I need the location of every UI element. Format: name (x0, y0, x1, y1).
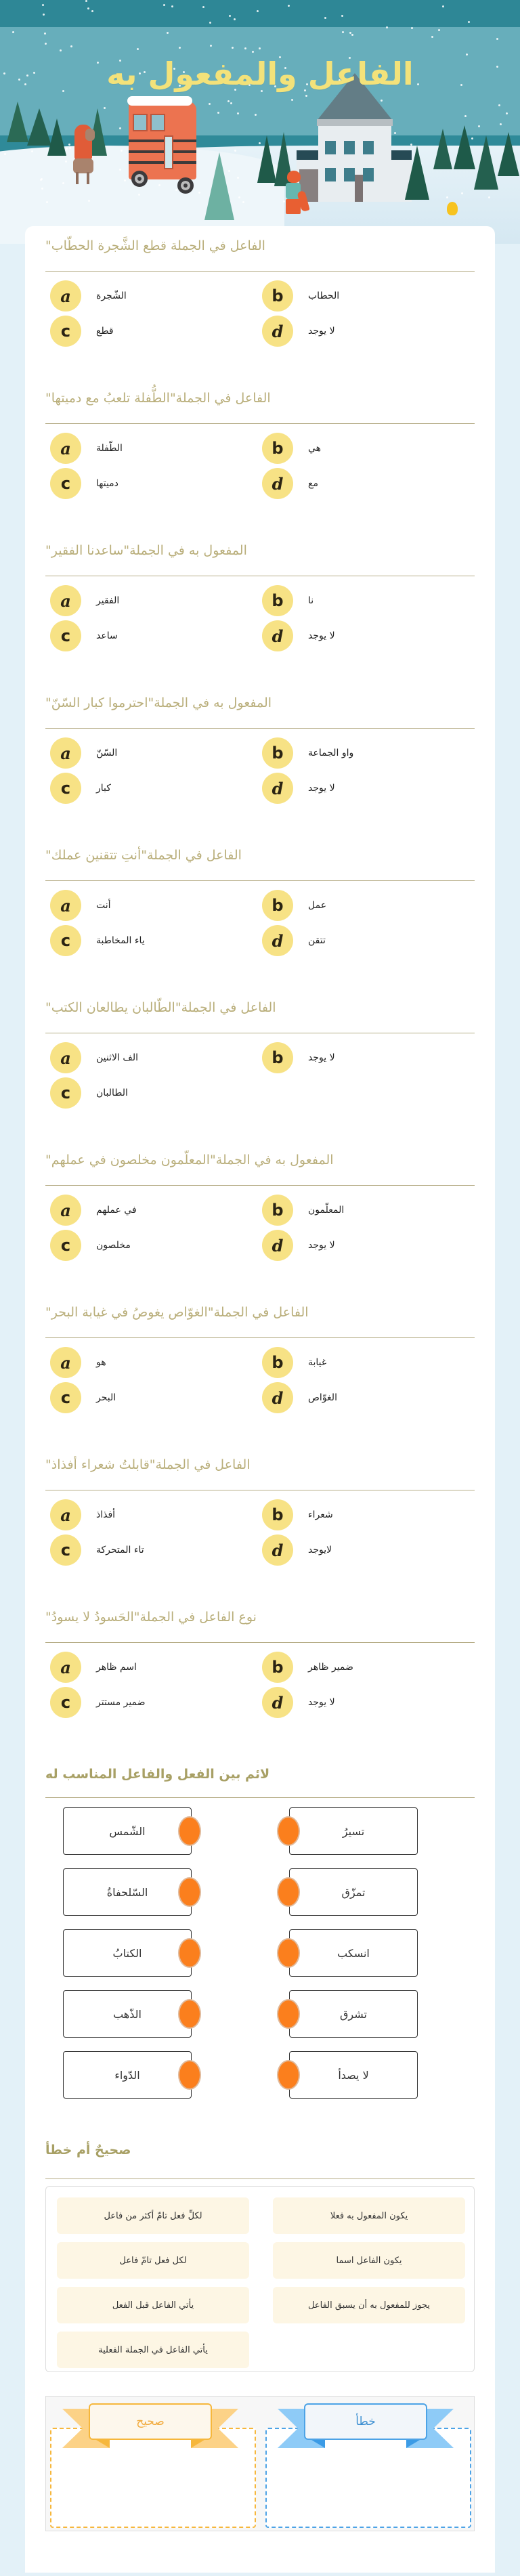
match-subject-box[interactable]: السّلحفاةُ (63, 1868, 192, 1916)
true-false-statement[interactable]: يجوز للمفعول به أن يسبق الفاعل (273, 2287, 465, 2323)
answer-option-b[interactable] (262, 280, 339, 312)
snowflake-icon (255, 114, 257, 116)
option-label: مع (308, 478, 318, 489)
option-letter-badge: c (50, 1077, 81, 1109)
snowflake-icon (42, 4, 44, 6)
answer-option-b[interactable] (262, 737, 353, 769)
true-false-statement[interactable]: يكون المفعول به فعلا (273, 2197, 465, 2234)
snowflake-icon (88, 200, 90, 202)
tree-icon (433, 129, 452, 169)
divider (45, 1185, 475, 1186)
question-block (25, 1597, 495, 1746)
option-letter-badge: b (262, 1499, 293, 1530)
tree-icon (454, 125, 475, 169)
question-title: الفاعل في الجملة قطع الشَّجرة الحطّاب" (45, 238, 265, 253)
option-letter-badge: c (50, 773, 81, 804)
option-label: لا يوجد (308, 1240, 335, 1251)
option-letter-badge: b (262, 585, 293, 616)
match-verb-box[interactable]: لا يصدأ (289, 2051, 418, 2099)
snowflake-icon (351, 34, 353, 36)
question-block (25, 379, 495, 528)
option-label: كبار (96, 783, 111, 794)
top-band (0, 0, 520, 27)
option-letter-badge: c (50, 1230, 81, 1261)
option-label: السّنّ (96, 748, 118, 758)
answer-option-c[interactable] (50, 773, 111, 804)
match-connector-dot[interactable] (178, 1938, 201, 1968)
question-title: الفاعل في الجملة"أنتِ تتقنين عملك" (45, 848, 242, 863)
option-label: ضمير ظاهر (308, 1662, 353, 1673)
answer-option-b[interactable] (262, 1652, 353, 1683)
snowflake-icon (324, 17, 326, 19)
answer-option-b[interactable] (262, 1195, 344, 1226)
tree-icon (257, 135, 276, 183)
snowflake-icon (257, 10, 259, 12)
snowflake-icon (411, 27, 413, 29)
option-label: قطع (96, 326, 114, 337)
match-verb-box[interactable]: تشرق (289, 1990, 418, 2038)
snowflake-icon (44, 33, 46, 35)
option-label: الشّجرة (96, 291, 127, 301)
content-card (25, 226, 495, 2573)
snowflake-icon (198, 192, 200, 194)
snowflake-icon (167, 32, 169, 34)
answer-option-c[interactable] (50, 468, 118, 499)
option-letter-badge: a (50, 1347, 81, 1378)
answer-option-c[interactable] (50, 1077, 128, 1109)
option-letter-badge: d (262, 773, 293, 804)
snowflake-icon (230, 102, 232, 104)
question-block (25, 683, 495, 832)
true-false-statement[interactable]: يأتي الفاعل في الجملة الفعلية (57, 2332, 249, 2368)
answer-option-d[interactable] (262, 1382, 337, 1413)
snowflake-icon (65, 160, 67, 163)
option-letter-badge: d (262, 316, 293, 347)
option-letter-badge: b (262, 890, 293, 921)
option-label: المعلّمون (308, 1205, 345, 1216)
question-title: المفعول به في الجملة"ساعدنا الفقير" (45, 543, 247, 558)
option-label: اسم ظاهر (96, 1662, 137, 1673)
question-block (25, 836, 495, 985)
option-letter-badge: b (262, 280, 293, 312)
snowflake-icon (242, 201, 244, 203)
option-label: في عملهم (96, 1205, 137, 1216)
option-letter-badge: d (262, 1382, 293, 1413)
snowflake-icon (288, 5, 290, 7)
snowflake-icon (394, 132, 396, 134)
snowflake-icon (31, 150, 33, 152)
option-letter-badge: c (50, 316, 81, 347)
snowflake-icon (478, 125, 480, 127)
snowflake-icon (46, 201, 48, 203)
answer-option-b[interactable] (262, 585, 313, 616)
snowflake-icon (121, 150, 123, 152)
page-title: الفاعل والمفعول به (106, 56, 414, 92)
true-false-items-pool (45, 2186, 475, 2372)
option-letter-badge: a (50, 1499, 81, 1530)
snowflake-icon (228, 100, 230, 102)
answer-option-a[interactable] (50, 280, 127, 312)
matching-title: لائم بين الفعل والفاعل المناسب له (45, 1767, 270, 1782)
tree-icon (405, 146, 429, 200)
option-label: نا (308, 595, 314, 606)
divider (45, 2178, 475, 2179)
answer-option-c[interactable] (50, 620, 118, 651)
question-title: الفاعل في الجملة"الغوّاص يغوصُ في غيابة البحر" (45, 1305, 309, 1320)
option-label: واو الجماعة (308, 748, 354, 758)
snowflake-icon (252, 51, 254, 53)
answer-option-a[interactable] (50, 1195, 137, 1226)
option-letter-badge: d (262, 1687, 293, 1718)
match-verb-box[interactable]: انسكب (289, 1929, 418, 1977)
question-title: نوع الفاعل في الجملة"الحَسودُ لا يسودُ" (45, 1610, 257, 1625)
option-letter-badge: c (50, 468, 81, 499)
option-letter-badge: a (50, 1042, 81, 1073)
option-label: الطّفلة (96, 443, 123, 454)
snowflake-icon (43, 14, 45, 16)
option-label: لا يوجد (308, 326, 335, 337)
snowflake-icon (87, 7, 89, 9)
question-title: المفعول به في الجملة"المعلّمون مخلصون في عملهم" (45, 1153, 334, 1167)
snowflake-icon (234, 150, 236, 152)
snowflake-icon (210, 45, 212, 47)
option-letter-badge: a (50, 1195, 81, 1226)
answer-option-a[interactable] (50, 1652, 137, 1683)
snowflake-icon (40, 179, 42, 181)
answer-option-a[interactable] (50, 1042, 138, 1073)
true-false-section (25, 2129, 495, 2576)
option-label: شعراء (308, 1509, 333, 1520)
snowflake-icon (91, 10, 93, 12)
snowflake-icon (41, 188, 43, 190)
answer-option-b[interactable] (262, 1499, 333, 1530)
question-title: الفاعل في الجملة"قابلتُ شعراء أفذاذ" (45, 1457, 251, 1472)
true-false-statement[interactable]: لكلِّ فعل تامّ أكثر من فاعل (57, 2197, 249, 2234)
snowflake-icon (70, 45, 72, 47)
answer-option-d[interactable] (262, 925, 326, 956)
deer-illustration (70, 108, 98, 183)
snowflake-icon (158, 184, 160, 186)
option-label: غيابة (308, 1357, 327, 1368)
snowflake-icon (209, 103, 211, 105)
snowflake-icon (163, 4, 165, 6)
snowflake-icon (171, 5, 173, 7)
answer-option-c[interactable] (50, 1230, 131, 1261)
answer-option-c[interactable] (50, 316, 114, 347)
answer-option-d[interactable] (262, 468, 318, 499)
snowflake-icon (85, 0, 87, 2)
answer-option-a[interactable] (50, 1499, 115, 1530)
true-false-statement[interactable]: لكل فعل تامّ فاعل (57, 2242, 249, 2279)
snowflake-icon (60, 49, 62, 51)
option-letter-badge: d (262, 620, 293, 651)
question-block (25, 226, 495, 375)
question-title: الفاعل في الجملة"الطُّفلة تلعبُ مع دميتها" (45, 391, 271, 406)
snowflake-icon (45, 43, 47, 45)
snowflake-icon (431, 36, 433, 38)
hero-banner (0, 0, 520, 244)
wheel-icon (177, 177, 194, 194)
question-title: المفعول به في الجملة"احترموا كبار السّنّ" (45, 695, 272, 710)
question-block (25, 988, 495, 1137)
option-letter-badge: b (262, 1347, 293, 1378)
divider (45, 423, 475, 424)
option-label: هو (96, 1357, 106, 1368)
match-connector-dot[interactable] (277, 1877, 300, 1907)
beehive-icon (447, 202, 458, 215)
option-label: ضمير مستتر (96, 1697, 146, 1708)
question-block (25, 1293, 495, 1442)
answer-option-d[interactable] (262, 1534, 332, 1566)
option-letter-badge: b (262, 1195, 293, 1226)
answer-option-d[interactable] (262, 620, 335, 651)
option-label: أفذاذ (96, 1509, 116, 1520)
option-letter-badge: a (50, 890, 81, 921)
snowflake-icon (217, 112, 219, 114)
snowflake-icon (498, 104, 500, 106)
option-letter-badge: d (262, 1534, 293, 1566)
answer-option-c[interactable] (50, 1687, 146, 1718)
match-connector-dot[interactable] (277, 1938, 300, 1968)
snowflake-icon (461, 192, 463, 194)
snowflake-icon (238, 196, 240, 198)
option-label: الطالبان (96, 1088, 128, 1098)
option-letter-badge: d (262, 925, 293, 956)
divider (45, 1642, 475, 1643)
option-label: ساعد (96, 630, 118, 641)
answer-option-c[interactable] (50, 1534, 144, 1566)
match-subject-box[interactable]: الذّهب (63, 1990, 192, 2038)
answer-bins (45, 2396, 475, 2531)
answer-option-a[interactable] (50, 433, 123, 464)
match-connector-dot[interactable] (178, 2060, 201, 2090)
snowflake-icon (209, 22, 211, 24)
snowflake-icon (259, 47, 261, 49)
correct-bin-label: صحيح (89, 2403, 212, 2440)
snowflake-icon (4, 153, 6, 155)
snowflake-icon (234, 18, 236, 20)
answer-option-d[interactable] (262, 1230, 335, 1261)
snowflake-icon (464, 115, 467, 117)
option-label: لا يوجد (308, 630, 335, 641)
question-title: الفاعل في الجملة"الطّالبان يطالعان الكتب" (45, 1000, 276, 1015)
option-label: دميتها (96, 478, 118, 489)
snowflake-icon (202, 6, 204, 8)
option-letter-badge: a (50, 280, 81, 312)
question-block (25, 1445, 495, 1594)
divider (45, 728, 475, 729)
snowflake-icon (124, 179, 126, 181)
option-letter-badge: c (50, 1382, 81, 1413)
answer-option-c[interactable] (50, 925, 145, 956)
snowflake-icon (291, 99, 293, 101)
snowflake-icon (446, 196, 448, 198)
match-connector-dot[interactable] (277, 1999, 300, 2029)
answer-option-d[interactable] (262, 1687, 335, 1718)
true-false-title: صحيحٌ أم خطأ (45, 2143, 131, 2158)
snowflake-icon (342, 31, 344, 33)
snowflake-icon (12, 31, 14, 33)
option-label: الحطاب (308, 291, 340, 301)
answer-option-a[interactable] (50, 585, 119, 616)
tree-icon (204, 152, 234, 220)
snowflake-icon (442, 5, 444, 7)
option-letter-badge: d (262, 1230, 293, 1261)
answer-option-d[interactable] (262, 773, 335, 804)
option-label: الغوّاص (308, 1392, 337, 1403)
option-label: هي (308, 443, 322, 454)
answer-option-b[interactable] (262, 890, 326, 921)
fox-illustration (283, 171, 310, 225)
answer-option-a[interactable] (50, 1347, 106, 1378)
wheel-icon (131, 171, 148, 187)
snowflake-icon (468, 21, 470, 23)
option-letter-badge: b (262, 1042, 293, 1073)
match-verb-box[interactable]: تسيرُ (289, 1807, 418, 1855)
divider (45, 1337, 475, 1338)
true-false-statement[interactable]: يأتي الفاعل قبل الفعل (57, 2287, 249, 2323)
option-letter-badge: a (50, 433, 81, 464)
option-letter-badge: d (262, 468, 293, 499)
option-letter-badge: b (262, 737, 293, 769)
option-label: تاء المتحركة (96, 1545, 144, 1555)
option-label: لا يوجد (308, 1052, 335, 1063)
snowflake-icon (506, 112, 508, 114)
snowflake-icon (488, 196, 490, 198)
true-false-statement[interactable]: يكون الفاعل اسما (273, 2242, 465, 2279)
option-letter-badge: c (50, 620, 81, 651)
match-subject-box[interactable]: الشّمس (63, 1807, 192, 1855)
answer-option-a[interactable] (50, 890, 111, 921)
bus-illustration (129, 102, 196, 179)
answer-option-b[interactable] (262, 433, 321, 464)
divider (45, 880, 475, 881)
option-letter-badge: b (262, 1652, 293, 1683)
option-label: لايوجد (308, 1545, 332, 1555)
option-label: مخلصون (96, 1240, 131, 1251)
snowflake-icon (386, 26, 388, 28)
option-label: لا يوجد (308, 1697, 335, 1708)
tree-icon (498, 132, 519, 176)
option-letter-badge: b (262, 433, 293, 464)
wrong-bin-label: خطأ (304, 2403, 427, 2440)
snowflake-icon (229, 15, 231, 17)
snowflake-icon (341, 15, 343, 17)
tree-icon (474, 135, 498, 190)
option-label: البحر (96, 1392, 116, 1403)
snowflake-icon (237, 177, 239, 179)
snowflake-icon (496, 38, 498, 40)
match-connector-dot[interactable] (277, 1816, 300, 1846)
divider (45, 1797, 475, 1798)
option-letter-badge: a (50, 737, 81, 769)
matching-section (25, 1753, 495, 2105)
snowflake-icon (305, 95, 307, 97)
option-label: الف الاثنين (96, 1052, 138, 1063)
snowflake-icon (62, 182, 64, 184)
snowflake-icon (500, 123, 502, 125)
option-label: لا يوجد (308, 783, 335, 794)
snowflake-icon (119, 127, 121, 129)
match-connector-dot[interactable] (178, 1816, 201, 1846)
tree-icon (7, 102, 28, 142)
snowflake-icon (119, 169, 121, 171)
match-connector-dot[interactable] (178, 1877, 201, 1907)
answer-option-b[interactable] (262, 1042, 335, 1073)
option-label: الفقير (96, 595, 120, 606)
option-label: ياء المخاطبة (96, 935, 145, 946)
tree-icon (47, 119, 66, 156)
match-subject-box[interactable]: الكتابُ (63, 1929, 192, 1977)
snowflake-icon (137, 48, 139, 50)
option-letter-badge: c (50, 1534, 81, 1566)
snowflake-icon (138, 194, 140, 196)
snowflake-icon (237, 112, 239, 114)
match-connector-dot[interactable] (277, 2060, 300, 2090)
option-letter-badge: c (50, 1687, 81, 1718)
answer-option-c[interactable] (50, 1382, 116, 1413)
snowflake-icon (175, 189, 177, 191)
question-block (25, 1140, 495, 1289)
option-letter-badge: a (50, 585, 81, 616)
option-label: أنت (96, 900, 111, 911)
match-verb-box[interactable]: تمزّق (289, 1868, 418, 1916)
answer-option-b[interactable] (262, 1347, 326, 1378)
option-label: تتقن (308, 935, 326, 946)
option-label: عمل (308, 900, 327, 911)
snowflake-icon (179, 47, 181, 49)
answer-option-d[interactable] (262, 316, 335, 347)
option-letter-badge: a (50, 1652, 81, 1683)
snowflake-icon (244, 47, 246, 49)
house-illustration (318, 121, 391, 202)
question-block (25, 531, 495, 680)
match-connector-dot[interactable] (178, 1999, 201, 2029)
divider (45, 271, 475, 272)
snowflake-icon (232, 47, 234, 49)
answer-option-a[interactable] (50, 737, 117, 769)
option-letter-badge: c (50, 925, 81, 956)
match-subject-box[interactable]: الدّواء (63, 2051, 192, 2099)
snowflake-icon (438, 29, 440, 31)
